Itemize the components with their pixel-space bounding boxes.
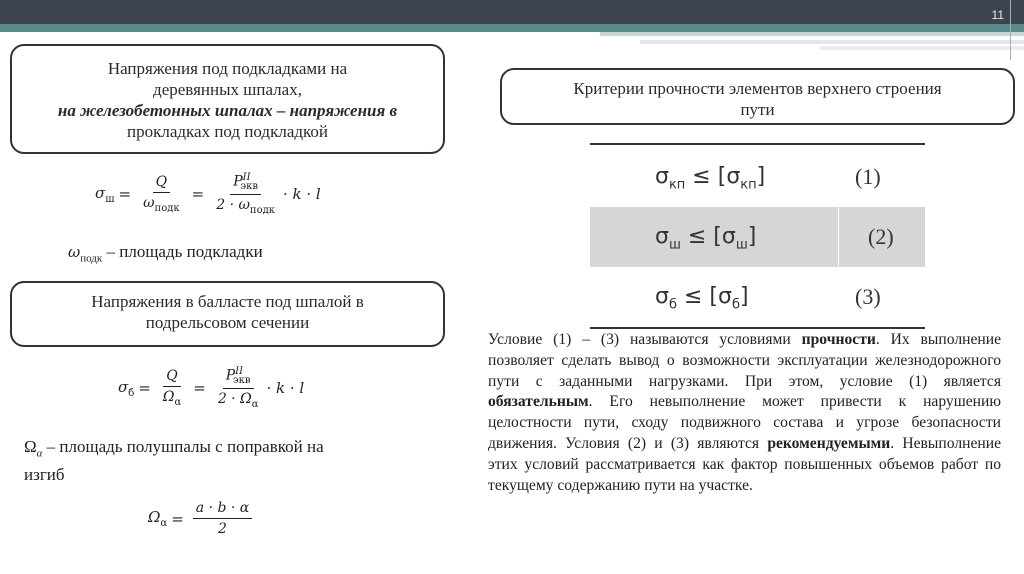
formula-tail: · k · l: [266, 379, 305, 398]
criterion-expression: $\sigma_б \le [\sigma_б]$: [655, 284, 749, 313]
pad-stress-line1: Напряжения под подкладками на: [107, 59, 348, 78]
formula-fraction: $\frac{Q}{\omega_{подк}}$: [143, 174, 180, 215]
formula-fraction: $\frac{Q}{\Omega_\alpha}$: [162, 368, 182, 409]
criterion-expression: $\sigma_{кп} \le [\sigma_{кп}]$: [655, 164, 766, 193]
criteria-title-line1: Критерии прочности элементов верхнего строения: [573, 79, 942, 98]
table-row: [590, 147, 925, 207]
criteria-title-box: [500, 68, 1015, 125]
header-stripe: [820, 46, 1024, 50]
ballast-stress-formula: $\sigma_б$ = $\frac{Q}{\Omega_\alpha}$ = $\frac{P^{II}_{экв}}{2 \cdot \Omega_\alpha}$ · k · l: [118, 366, 305, 411]
pad-stress-line3: на железобетонных шпалах – напряжения в: [57, 101, 398, 120]
omega-formula: $\Omega_\alpha$ = $\frac{a \cdot b \cdot \alpha}{2}$: [148, 500, 257, 537]
ballast-stress-box: [10, 281, 445, 347]
criterion-number: (2): [868, 224, 894, 249]
formula-lhs: $\sigma_б$: [118, 377, 135, 399]
header-stripe: [600, 32, 1024, 36]
header-divider: [1010, 0, 1011, 60]
criterion-expression: $\sigma_ш \le [\sigma_ш]$: [655, 224, 757, 253]
explanation-paragraph: Условие (1) – (3) называются условиями прочности. Их выполнение позволяет сделать вывод о возможности эксплуатации железнодорожного пути с заданными нагрузками. При этом, условие (1) является обязательным. Его невыполнение может привести к нарушению целостности пути, сходу подвижного состава и угрозе безопасности движения. Условия (2) и (3) являются рекомендуемыми. Невыполнение этих условий рассматривается как фактор повышенных объемов работ по текущему содержанию пути на участке.: [488, 331, 1001, 494]
formula-fraction: $\frac{a \cdot b \cdot \alpha}{2}$: [193, 500, 252, 537]
formula-lhs: $\Omega_\alpha$: [148, 508, 168, 529]
criteria-title-line2: пути: [740, 100, 775, 119]
pad-stress-line4: прокладках под подкладкой: [126, 122, 329, 141]
page-number: 11: [991, 8, 1004, 22]
header-stripe: [640, 40, 1024, 44]
sleeper-stress-formula: $\sigma_ш$ = $\frac{Q}{\omega_{подк}}$ = $\frac{P^{II}_{экв}}{2 \cdot \omega_{подк}}$ · k · l: [95, 172, 321, 217]
formula-lhs: $\sigma_ш$: [95, 183, 115, 205]
half-sleeper-caption: $\Omega_\alpha$ – площадь полушпалы с поправкой на изгиб: [24, 437, 324, 485]
table-row: [590, 267, 925, 327]
ballast-stress-line1: Напряжения в балласте под шпалой в: [91, 292, 364, 311]
criterion-number: (3): [855, 284, 881, 309]
pad-area-caption: $\omega_{подк}$ – площадь подкладки: [68, 242, 263, 265]
formula-fraction: $\frac{P^{II}_{экв}}{2 \cdot \omega_{подк}}$: [216, 172, 275, 217]
pad-stress-line2: деревянных шпалах,: [153, 80, 302, 99]
header-accent-bar: [0, 24, 1024, 32]
formula-fraction: $\frac{P^{II}_{экв}}{2 \cdot \Omega_\alpha}$: [217, 366, 259, 411]
criteria-table: [590, 143, 925, 329]
pad-stress-box: [10, 44, 445, 154]
table-row: [590, 207, 925, 267]
formula-tail: · k · l: [283, 185, 321, 204]
ballast-stress-line2: подрельсовом сечении: [145, 313, 310, 332]
criterion-number: (1): [855, 164, 881, 189]
header-bar: [0, 0, 1024, 24]
